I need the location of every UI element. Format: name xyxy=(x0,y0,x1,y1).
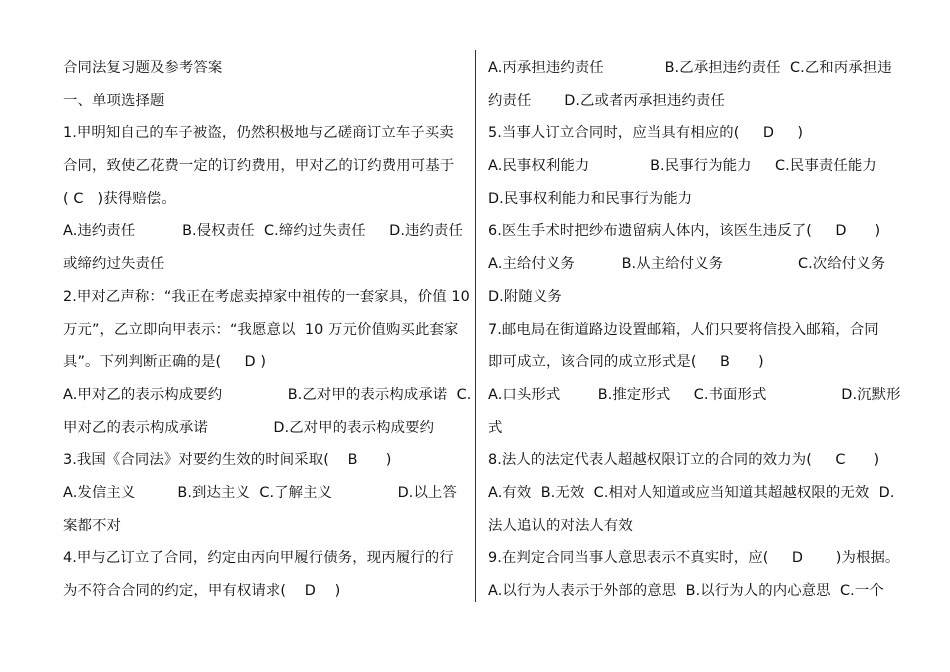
question-2-line: 万元”，乙立即向甲表示：“我愿意以 10 万元价值购买此套家 xyxy=(63,321,459,338)
question-7-line: 7.邮电局在街道路边设置邮箱，人们只要将信投入邮箱，合同 xyxy=(488,321,879,338)
question-5-options: A.民事权利能力 B.民事行为能力 C.民事责任能力 xyxy=(488,158,877,175)
question-3-line: 3.我国《合同法》对要约生效的时间采取( B ) xyxy=(63,452,392,469)
right-column xyxy=(488,0,901,608)
question-7-answer-line: 即可成立，该合同的成立形式是( B ) xyxy=(488,354,764,371)
question-4-options: A.丙承担违约责任 B.乙承担违约责任 C.乙和丙承担违 xyxy=(488,60,892,76)
question-7-options: A.口头形式 B.推定形式 C.书面形式 D.沉默形 xyxy=(488,386,901,403)
section-heading: 一、单项选择题 xyxy=(63,92,165,109)
question-8-options: A.有效 B.无效 C.相对人知道或应当知道其超越权限的无效 D. xyxy=(488,484,895,501)
question-3-options: 案都不对 xyxy=(63,517,121,534)
question-1-answer-line: ( C )获得赔偿。 xyxy=(63,190,176,207)
question-4-answer-line: 为不符合合同的约定，甲有权请求( D ) xyxy=(63,583,341,599)
column-divider xyxy=(475,50,476,602)
doc-title: 合同法复习题及参考答案 xyxy=(63,60,223,76)
question-2-options: A.甲对乙的表示构成要约 B.乙对甲的表示构成承诺 C. xyxy=(63,386,472,403)
question-6-options: D.附随义务 xyxy=(488,288,562,305)
question-6-line: 6.医生手术时把纱布遗留病人体内，该医生违反了( D ) xyxy=(488,223,881,240)
question-4-options: 约责任 D.乙或者丙承担违约责任 xyxy=(488,92,725,109)
question-2-line: 2.甲对乙声称：“我正在考虑卖掉家中祖传的一套家具，价值 10 xyxy=(63,288,470,305)
question-1-options: A.违约责任 B.侵权责任 C.缔约过失责任 D.违约责任 xyxy=(63,223,463,240)
question-5-options: D.民事权利能力和民事行为能力 xyxy=(488,190,693,207)
question-2-options: 甲对乙的表示构成承诺 D.乙对甲的表示构成要约 xyxy=(63,419,435,436)
question-8-options: 法人追认的对法人有效 xyxy=(488,517,633,534)
question-8-line: 8.法人的法定代表人超越权限订立的合同的效力为( C ) xyxy=(488,452,880,469)
left-column xyxy=(63,0,472,608)
question-4-line: 4.甲与乙订立了合同，约定由丙向甲履行债务，现丙履行的行 xyxy=(63,550,454,567)
question-6-options: A.主给付义务 B.从主给付义务 C.次给付义务 xyxy=(488,256,886,273)
question-1-line: 合同，致使乙花费一定的订约费用，甲对乙的订约费用可基于 xyxy=(63,158,455,175)
question-7-options: 式 xyxy=(488,419,503,436)
question-3-options: A.发信主义 B.到达主义 C.了解主义 D.以上答 xyxy=(63,484,457,501)
question-5-line: 5.当事人订立合同时，应当具有相应的( D ) xyxy=(488,125,804,142)
question-2-answer-line: 具”。下列判断正确的是( D ) xyxy=(63,354,267,371)
question-1-line: 1.甲明知自己的车子被盗，仍然积极地与乙磋商订立车子买卖 xyxy=(63,125,454,142)
question-9-line: 9.在判定合同当事人意思表示不真实时，应( D )为根据。 xyxy=(488,550,900,567)
question-1-options: 或缔约过失责任 xyxy=(63,256,165,273)
question-9-options: A.以行为人表示于外部的意思 B.以行为人的内心意思 C.一个 xyxy=(488,583,884,599)
